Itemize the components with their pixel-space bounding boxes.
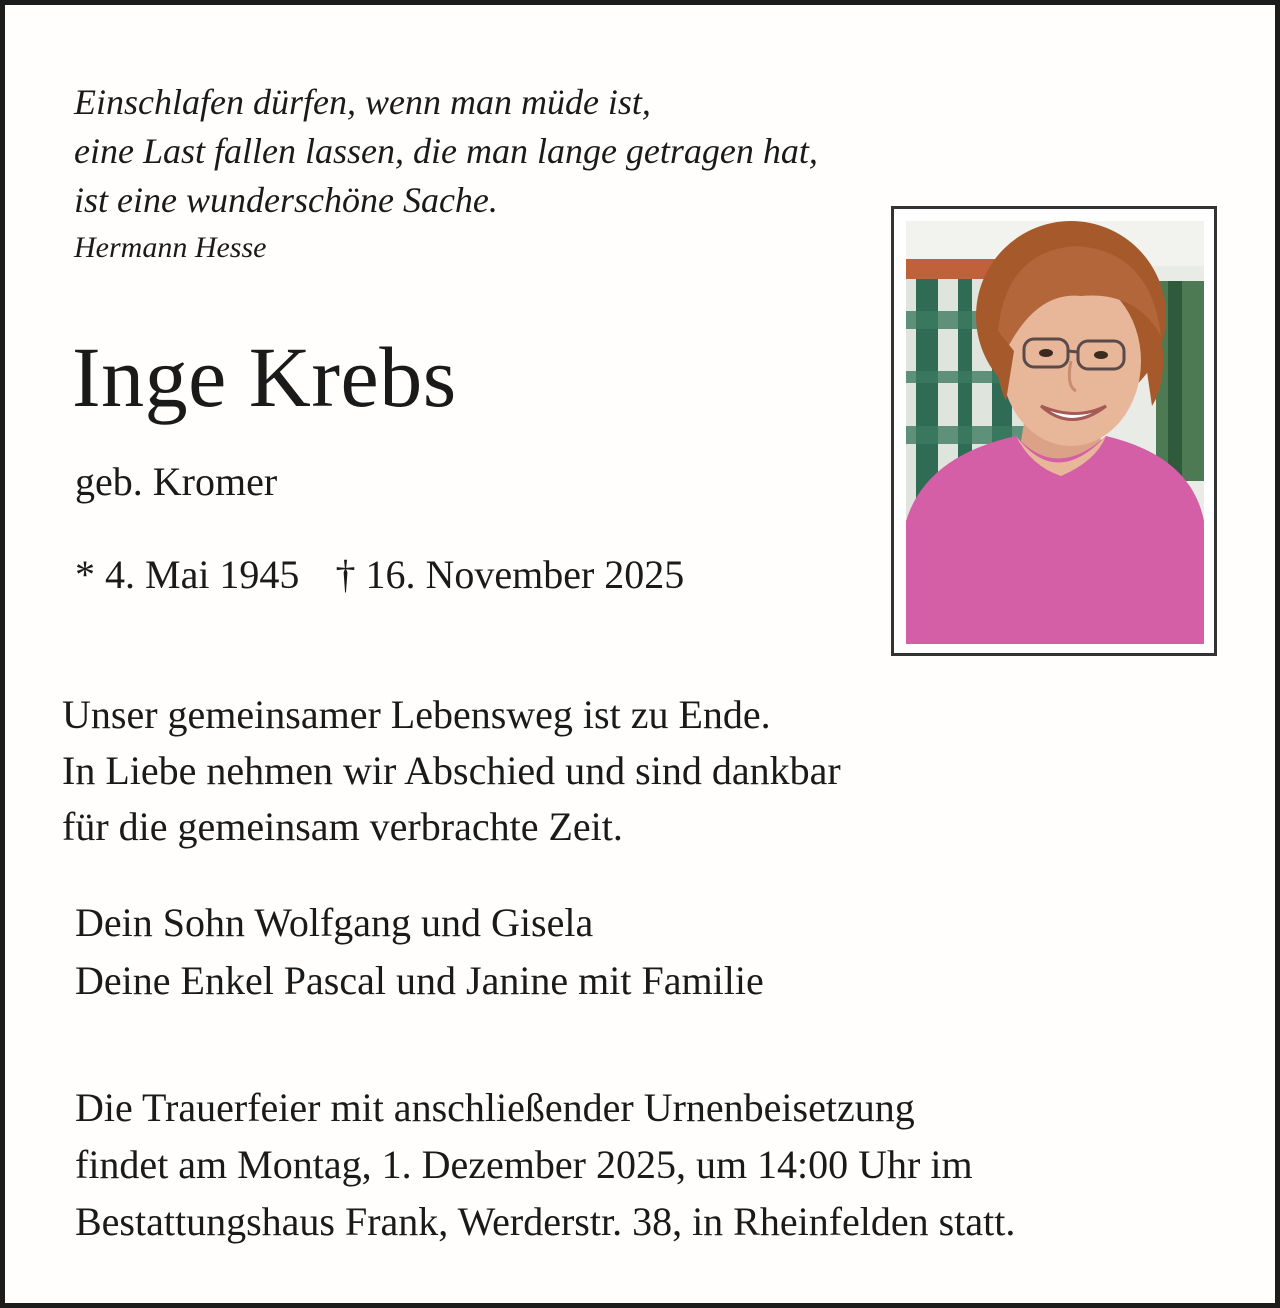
mourners-list (75, 895, 764, 1011)
farewell-text (62, 687, 841, 855)
quote-line: eine Last fallen lassen, die man lange getragen hat, (74, 131, 818, 171)
quote-line: ist eine wunderschöne Sache. (74, 180, 498, 220)
service-line: findet am Montag, 1. Dezember 2025, um 14:00 Uhr im (75, 1142, 973, 1187)
portrait-frame (891, 206, 1217, 656)
deceased-name: Inge Krebs (72, 329, 457, 425)
birth-date: * 4. Mai 1945 (75, 552, 300, 597)
maiden-name: geb. Kromer (75, 459, 278, 504)
mourner-line: Dein Sohn Wolfgang und Gisela (75, 900, 594, 945)
mourner-line: Deine Enkel Pascal und Janine mit Familie (75, 958, 764, 1003)
quote-block (74, 78, 818, 225)
farewell-line: In Liebe nehmen wir Abschied und sind dankbar (62, 748, 841, 793)
death-date: † 16. November 2025 (335, 552, 685, 597)
portrait-photo (906, 221, 1204, 644)
quote-author: Hermann Hesse (74, 231, 267, 264)
portrait-illustration (906, 221, 1204, 644)
service-line: Bestattungshaus Frank, Werderstr. 38, in Rheinfelden statt. (75, 1199, 1016, 1244)
farewell-line: für die gemeinsam verbrachte Zeit. (62, 804, 623, 849)
quote-line: Einschlafen dürfen, wenn man müde ist, (74, 82, 651, 122)
life-dates (75, 548, 684, 602)
service-announcement (75, 1079, 1015, 1250)
service-line: Die Trauerfeier mit anschließender Urnenbeisetzung (75, 1085, 915, 1130)
farewell-line: Unser gemeinsamer Lebensweg ist zu Ende. (62, 692, 771, 737)
